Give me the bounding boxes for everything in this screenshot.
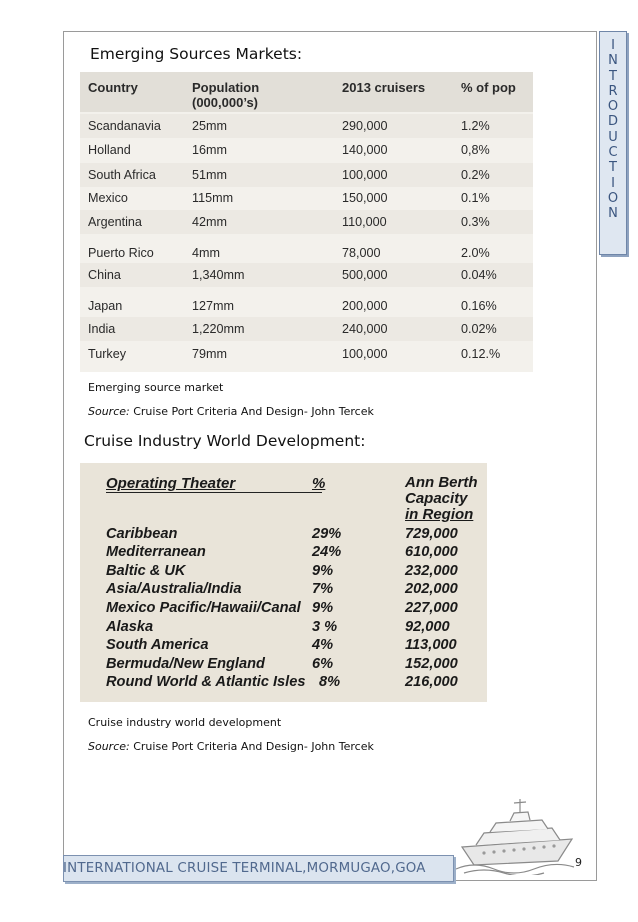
figure-caption-world: Cruise industry world development xyxy=(88,716,282,729)
page-number: 9 xyxy=(575,856,582,869)
col-header-population: Population (000,000’s) xyxy=(192,80,260,110)
figure-caption-emerging: Emerging source market xyxy=(88,381,224,394)
footer-title: INTERNATIONAL CRUISE TERMINAL,MORMUGAO,GOA xyxy=(63,861,426,876)
side-tab-letter: I xyxy=(611,175,615,191)
table-row: Holland 16mm 140,000 0,8% xyxy=(88,143,490,157)
side-tab-letter: O xyxy=(607,99,619,115)
side-tab-letter: T xyxy=(609,68,617,84)
cruise-ship-icon xyxy=(454,795,584,875)
side-tab-letter: C xyxy=(608,145,618,161)
section-heading-world-development: Cruise Industry World Development: xyxy=(84,432,366,450)
col-header-capacity: Ann Berth Capacity in Region xyxy=(405,474,478,523)
side-tab-letter: R xyxy=(608,83,618,99)
table-row: Japan 127mm 200,000 0.16% xyxy=(88,299,497,313)
col-header-pct: % of pop xyxy=(461,80,516,95)
table-row: South Africa 51mm 100,000 0.2% xyxy=(80,163,533,187)
figure-source-emerging: Source: Cruise Port Criteria And Design- John Tercek xyxy=(88,405,374,418)
figure-source-world: Source: Cruise Port Criteria And Design- John Tercek xyxy=(88,740,374,753)
table-row: Mexico 115mm 150,000 0.1% xyxy=(88,191,490,205)
table-row: Argentina 42mm 110,000 0.3% xyxy=(80,210,533,234)
side-tab-letter: U xyxy=(608,129,618,145)
col-header-pct: % xyxy=(312,475,326,492)
world-development-table: Operating Theater % Ann Berth Capacity in Region Caribbean 29% 729,000 Mediterranean 24% 610,000 Baltic & UK 9% 232,000 Asia/Australia/India 7% 202,000 Mexico Pacific/Hawaii/Canal 9% 227,000 Alaska 3 % 92,000 South America 4% 113,000 Bermuda/New England 6% 152,000 Round World & Atlantic Isles 8% 216,000 xyxy=(80,463,487,702)
col-header-theater: Operating Theater xyxy=(106,475,322,493)
side-tab-introduction xyxy=(599,31,627,255)
side-tab-letter: N xyxy=(608,53,618,69)
table-row: Scandanavia 25mm 290,000 1.2% xyxy=(80,114,533,138)
side-tab-letter: N xyxy=(608,206,618,222)
side-tab-letter: T xyxy=(609,160,617,176)
table-row: China 1,340mm 500,000 0.04% xyxy=(80,263,533,287)
table-row: India 1,220mm 240,000 0.02% xyxy=(80,317,533,341)
side-tab-letter: D xyxy=(607,114,618,130)
side-tab-letter: O xyxy=(607,190,619,206)
emerging-markets-table xyxy=(80,72,533,372)
side-tab-letter: I xyxy=(611,38,615,53)
table-row: Turkey 79mm 100,000 0.12.% xyxy=(88,347,501,361)
col-header-cruisers: 2013 cruisers xyxy=(342,80,426,95)
section-heading-emerging-markets: Emerging Sources Markets: xyxy=(90,45,303,63)
col-header-country: Country xyxy=(88,80,138,95)
table-row: Puerto Rico 4mm 78,000 2.0% xyxy=(88,246,490,260)
